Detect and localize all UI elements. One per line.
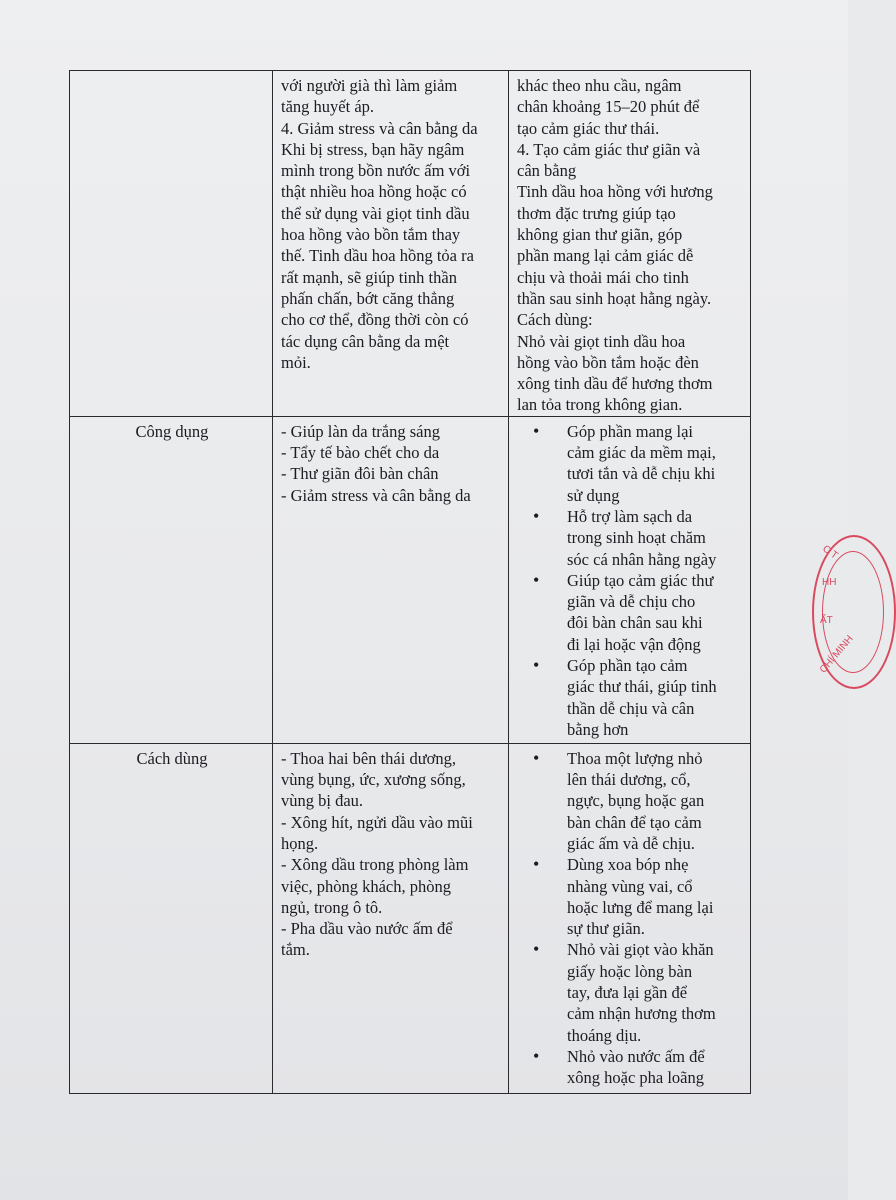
text-line: thơm đặc trưng giúp tạo — [517, 203, 676, 223]
bullet-text-line: thần dễ chịu và cân — [567, 698, 695, 718]
text-line: tăng huyết áp. — [281, 97, 375, 117]
bullet-text-line: tay, đưa lại gần để — [567, 983, 688, 1003]
bullet-text-line: nhàng vùng vai, cổ — [567, 876, 693, 896]
bullet-text-line: bàn chân để tạo cảm — [567, 812, 702, 832]
bullet-item — [567, 854, 744, 939]
text-line: 4. Giảm stress và cân bằng da — [281, 118, 478, 138]
bullet-text-line: giác thư thái, giúp tinh — [567, 677, 717, 697]
bullet-text-line: giãn và dễ chịu cho — [567, 592, 696, 612]
bullet-text-line: hoặc lưng để mang lại — [567, 897, 714, 917]
text-line: vùng bụng, ức, xương sống, — [281, 770, 466, 790]
bullet-text-line: cảm nhận hương thơm — [567, 1004, 716, 1024]
bullet-item — [567, 570, 744, 655]
uses-list-cell — [273, 416, 509, 743]
text-line: ngủ, trong ô tô. — [281, 897, 383, 917]
seal-text-fragment: C T — [820, 543, 840, 562]
bullet-text-line: đôi bàn chân sau khi — [567, 613, 703, 633]
text-line: hồng vào bồn tắm hoặc đèn — [517, 352, 699, 372]
text-line: với người già thì làm giảm — [281, 76, 458, 95]
text-line: lan tỏa trong không gian. — [517, 395, 683, 415]
description-cell — [273, 71, 509, 417]
uses-bullet-cell — [509, 416, 751, 743]
bullet-item — [567, 748, 744, 854]
row-label-uses: Công dụng — [70, 416, 273, 743]
row-label-cell — [70, 71, 273, 417]
table-row — [70, 71, 751, 417]
text-line: - Xông hít, ngửi dầu vào mũi — [281, 812, 473, 832]
seal-text-fragment: ẤT — [820, 615, 833, 626]
bullet-text-line: cảm giác da mềm mại, — [567, 443, 716, 463]
bullet-text-line: • Dùng xoa bóp nhẹ — [567, 855, 689, 875]
bullet-text-line: sóc cá nhân hằng ngày — [567, 549, 717, 569]
bullet-text-line: đi lại hoặc vận động — [567, 634, 701, 654]
text-line: - Pha dầu vào nước ấm để — [281, 919, 453, 939]
text-line: Nhỏ vài giọt tinh dầu hoa — [517, 331, 686, 351]
text-line: việc, phòng khách, phòng — [281, 876, 452, 896]
bullet-text-line: trong sinh hoạt chăm — [567, 528, 706, 548]
text-line: - Thư giãn đôi bàn chân — [281, 464, 439, 484]
directions-list-cell — [273, 743, 509, 1093]
bullet-text-line: giấy hoặc lòng bàn — [567, 961, 693, 981]
bullet-text-line: sử dụng — [567, 485, 620, 505]
bullet-text-line: tươi tắn và dễ chịu khi — [567, 464, 716, 484]
bullet-text-line: xông hoặc pha loãng — [567, 1068, 705, 1088]
directions-bullet-cell — [509, 743, 751, 1093]
text-line: thần sau sinh hoạt hằng ngày. — [517, 288, 712, 308]
text-line: khác theo nhu cầu, ngâm — [517, 76, 682, 95]
text-line: rất mạnh, sẽ giúp tinh thần — [281, 267, 457, 287]
text-line: thế. Tinh dầu hoa hồng tỏa ra — [281, 246, 474, 266]
bullet-text-line: • Giúp tạo cảm giác thư — [567, 570, 714, 590]
text-line: không gian thư giãn, góp — [517, 225, 683, 245]
bullet-text-line: lên thái dương, cổ, — [567, 770, 691, 790]
bullet-item — [567, 655, 744, 740]
seal-text-fragment: HH — [822, 577, 837, 588]
text-line: cho cơ thể, đồng thời còn có — [281, 310, 469, 330]
text-line: Khi bị stress, bạn hãy ngâm — [281, 139, 465, 159]
row-label-directions: Cách dùng — [70, 743, 273, 1093]
text-line: - Giúp làn da trắng sáng — [281, 421, 440, 441]
text-line: - Thoa hai bên thái dương, — [281, 748, 456, 768]
company-seal-stamp — [812, 535, 896, 689]
text-line: phần mang lại cảm giác dễ — [517, 246, 694, 266]
text-line: họng. — [281, 833, 319, 853]
text-line: 4. Tạo cảm giác thư giãn và — [517, 139, 701, 159]
bullet-item — [567, 1046, 744, 1089]
text-line: xông tinh dầu để hương thơm — [517, 374, 713, 394]
text-line: thể sử dụng vài giọt tinh dầu — [281, 203, 470, 223]
bullet-text-line: bằng hơn — [567, 719, 629, 739]
text-line: Cách dùng: — [517, 310, 593, 330]
text-line: tắm. — [281, 940, 310, 960]
bullet-text-line: sự thư giãn. — [567, 919, 645, 939]
bullet-text-line: • Nhỏ vào nước ấm để — [567, 1046, 705, 1066]
uses-bullet-list — [517, 421, 744, 740]
text-line: chịu và thoải mái cho tinh — [517, 267, 689, 287]
bullet-text-line: • Góp phần tạo cảm — [567, 656, 688, 676]
table-row — [70, 416, 751, 743]
text-line: thật nhiều hoa hồng hoặc có — [281, 182, 467, 202]
text-line: - Giảm stress và cân bằng da — [281, 485, 471, 505]
directions-bullet-list — [517, 748, 744, 1089]
seal-text-fragment: CHÍ MINH — [817, 633, 856, 676]
text-line: tác dụng cân bằng da mệt — [281, 331, 450, 351]
text-line: phấn chấn, bớt căng thẳng — [281, 288, 455, 308]
bullet-item — [567, 506, 744, 570]
text-line: mình trong bồn nước ấm với — [281, 161, 471, 181]
text-line: mỏi. — [281, 352, 311, 372]
bullet-text-line: thoáng dịu. — [567, 1025, 642, 1045]
bullet-text-line: • Thoa một lượng nhỏ — [567, 748, 703, 768]
text-line: vùng bị đau. — [281, 791, 364, 811]
text-line: chân khoảng 15–20 phút để — [517, 97, 700, 117]
product-info-table — [69, 70, 751, 1094]
bullet-text-line: • Hỗ trợ làm sạch da — [567, 506, 693, 526]
bullet-text-line: • Nhỏ vài giọt vào khăn — [567, 940, 714, 960]
bullet-item — [567, 939, 744, 1045]
bullet-text-line: • Góp phần mang lại — [567, 421, 694, 441]
text-line: cân bằng — [517, 161, 577, 181]
table-row — [70, 743, 751, 1093]
text-line: tạo cảm giác thư thái. — [517, 118, 660, 138]
bullet-item — [567, 421, 744, 506]
text-line: Tinh dầu hoa hồng với hương — [517, 182, 713, 202]
text-line: - Xông dầu trong phòng làm — [281, 855, 469, 875]
bullet-text-line: ngực, bụng hoặc gan — [567, 791, 705, 811]
text-line: hoa hồng vào bồn tắm thay — [281, 225, 461, 245]
bullet-text-line: giác ấm và dễ chịu. — [567, 833, 695, 853]
alternative-description-cell — [509, 71, 751, 417]
text-line: - Tẩy tế bào chết cho da — [281, 443, 440, 463]
